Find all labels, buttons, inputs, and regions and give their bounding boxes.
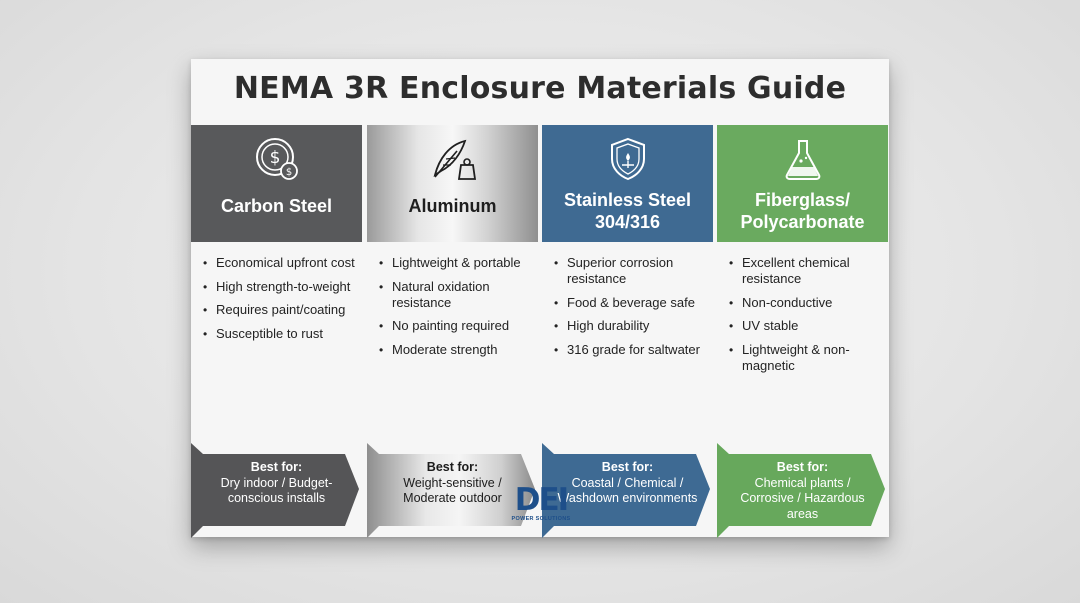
page-title: NEMA 3R Enclosure Materials Guide xyxy=(233,71,847,106)
feature-list xyxy=(554,255,714,365)
feature-list xyxy=(203,255,363,349)
list-item: • Requires paint/coating xyxy=(203,302,363,318)
best-for-label: Best for: xyxy=(776,460,829,474)
material-header xyxy=(367,125,538,242)
best-for-text: Weight-sensitive / Moderate outdoor xyxy=(403,475,502,505)
list-item: • Moderate strength xyxy=(379,342,539,358)
material-name-line1: Fiberglass/ xyxy=(754,190,851,210)
flask-icon xyxy=(779,135,827,183)
material-name-line2: Polycarbonate xyxy=(740,212,865,232)
list-item: • Non-conductive xyxy=(729,295,889,311)
list-item: • Economical upfront cost xyxy=(203,255,363,271)
list-item: • UV stable xyxy=(729,318,889,334)
material-name-line2: 304/316 xyxy=(594,212,661,232)
list-item: • Excellent chemical resistance xyxy=(729,255,889,287)
list-item: • Natural oxidation resistance xyxy=(379,279,539,311)
list-item: • Lightweight & portable xyxy=(379,255,539,271)
material-name-line1: Stainless Steel xyxy=(563,190,692,210)
feature-list xyxy=(729,255,889,381)
best-for-banner xyxy=(717,443,888,540)
list-item: • High durability xyxy=(554,318,714,334)
list-item: • High strength-to-weight xyxy=(203,279,363,295)
materials-guide-card xyxy=(191,59,889,537)
list-item: • 316 grade for saltwater xyxy=(554,342,714,358)
material-header xyxy=(542,125,713,242)
list-item: • No painting required xyxy=(379,318,539,334)
svg-text:$: $ xyxy=(285,167,293,178)
material-name xyxy=(717,189,888,233)
best-for-text: Chemical plants / Corrosive / Hazardous areas xyxy=(740,475,865,521)
logo-mark: DEI xyxy=(514,482,568,518)
feather-weight-icon xyxy=(429,135,477,183)
best-for-label: Best for: xyxy=(426,460,479,474)
best-for-label: Best for: xyxy=(601,460,654,474)
list-item: • Superior corrosion resistance xyxy=(554,255,714,287)
best-for-banner xyxy=(191,443,362,540)
material-name: Carbon Steel xyxy=(220,196,333,216)
best-for-text: Dry indoor / Budget-conscious installs xyxy=(220,475,333,505)
shield-icon xyxy=(604,135,652,183)
material-name xyxy=(542,189,713,233)
dei-logo xyxy=(508,484,574,524)
material-header xyxy=(717,125,888,242)
list-item: • Lightweight & non-magnetic xyxy=(729,342,889,374)
svg-text:$: $ xyxy=(269,148,281,168)
dollar-coin-icon xyxy=(253,135,301,183)
material-header xyxy=(191,125,362,242)
best-for-text: Coastal / Chemical / Washdown environments xyxy=(557,475,698,505)
list-item: • Food & beverage safe xyxy=(554,295,714,311)
material-name: Aluminum xyxy=(408,196,497,216)
list-item: • Susceptible to rust xyxy=(203,326,363,342)
logo-tagline: POWER SOLUTIONS xyxy=(511,516,571,522)
best-for-label: Best for: xyxy=(250,460,303,474)
feature-list xyxy=(379,255,539,365)
